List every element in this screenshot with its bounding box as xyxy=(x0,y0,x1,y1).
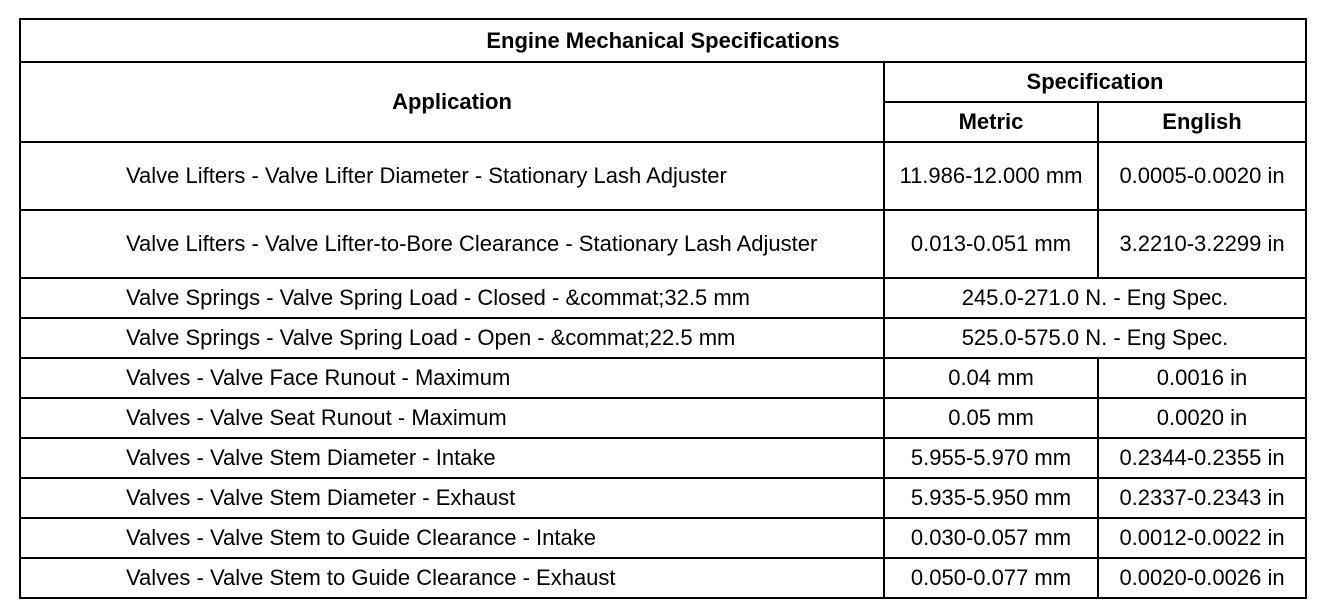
application-cell: Valves - Valve Seat Runout - Maximum xyxy=(20,398,884,438)
application-cell: Valve Lifters - Valve Lifter-to-Bore Clearance - Stationary Lash Adjuster xyxy=(20,210,884,278)
metric-cell: 0.04 mm xyxy=(884,358,1098,398)
header-metric: Metric xyxy=(884,102,1098,142)
table-row xyxy=(20,478,1306,518)
header-application: Application xyxy=(20,62,884,142)
table-row xyxy=(20,318,1306,358)
english-cell: 0.2344-0.2355 in xyxy=(1098,438,1306,478)
table-row xyxy=(20,358,1306,398)
engine-spec-table xyxy=(19,18,1307,599)
metric-cell: 0.013-0.051 mm xyxy=(884,210,1098,278)
english-cell: 0.0012-0.0022 in xyxy=(1098,518,1306,558)
table-row xyxy=(20,438,1306,478)
english-cell: 0.0016 in xyxy=(1098,358,1306,398)
application-cell: Valve Springs - Valve Spring Load - Closed - &commat;32.5 mm xyxy=(20,278,884,318)
table-row xyxy=(20,210,1306,278)
english-cell: 0.0020 in xyxy=(1098,398,1306,438)
table-row xyxy=(20,142,1306,210)
table-row xyxy=(20,398,1306,438)
metric-cell: 5.935-5.950 mm xyxy=(884,478,1098,518)
table-title: Engine Mechanical Specifications xyxy=(20,19,1306,62)
application-cell: Valves - Valve Stem Diameter - Exhaust xyxy=(20,478,884,518)
english-cell: 0.0020-0.0026 in xyxy=(1098,558,1306,598)
metric-cell: 0.05 mm xyxy=(884,398,1098,438)
metric-cell: 0.050-0.077 mm xyxy=(884,558,1098,598)
metric-cell: 0.030-0.057 mm xyxy=(884,518,1098,558)
metric-cell: 5.955-5.970 mm xyxy=(884,438,1098,478)
english-cell: 0.0005-0.0020 in xyxy=(1098,142,1306,210)
application-cell: Valves - Valve Stem to Guide Clearance - Exhaust xyxy=(20,558,884,598)
metric-cell: 11.986-12.000 mm xyxy=(884,142,1098,210)
table-row xyxy=(20,558,1306,598)
header-row-1 xyxy=(20,62,1306,102)
table-row xyxy=(20,518,1306,558)
header-specification: Specification xyxy=(884,62,1306,102)
application-cell: Valves - Valve Stem Diameter - Intake xyxy=(20,438,884,478)
table-row xyxy=(20,278,1306,318)
application-cell: Valve Springs - Valve Spring Load - Open - &commat;22.5 mm xyxy=(20,318,884,358)
english-cell: 3.2210-3.2299 in xyxy=(1098,210,1306,278)
application-cell: Valves - Valve Stem to Guide Clearance - Intake xyxy=(20,518,884,558)
title-row xyxy=(20,19,1306,62)
english-cell: 0.2337-0.2343 in xyxy=(1098,478,1306,518)
combined-spec-cell: 525.0-575.0 N. - Eng Spec. xyxy=(884,318,1306,358)
header-english: English xyxy=(1098,102,1306,142)
application-cell: Valves - Valve Face Runout - Maximum xyxy=(20,358,884,398)
application-cell: Valve Lifters - Valve Lifter Diameter - Stationary Lash Adjuster xyxy=(20,142,884,210)
combined-spec-cell: 245.0-271.0 N. - Eng Spec. xyxy=(884,278,1306,318)
